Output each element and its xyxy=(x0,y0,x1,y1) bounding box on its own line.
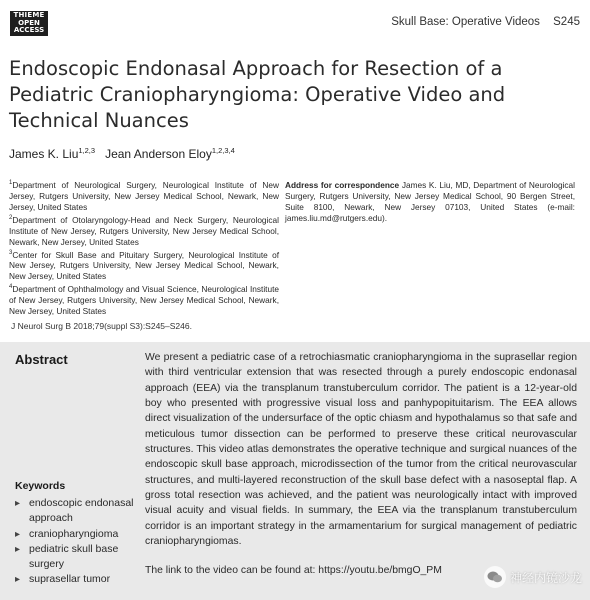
keywords-heading: Keywords xyxy=(15,480,66,492)
wechat-watermark xyxy=(484,564,582,590)
abstract-text: We present a pediatric case of a retrochiasmatic craniopharyngioma in the suprasellar region with third ventricular extension that was resected through a purely endoscopic endonasal approach (EEA) via the transplanum transtuberculum corridor. The patient is a 12-year-old boy who presented with progressive visual loss and panhypopituitarism. The EEA allows direct visualization of the undersurface of the optic chiasm and hypothalamus so that safe and meticulous tumor dissection can be performed to preserve these critical neurovascular structures. This video atlas demonstrates the operative technique and surgical nuances of the endoscopic skull base approach, microdissection of the tumor from the critical neurovascular structures, and multi-layered reconstruction of the skull base defect with a nasoseptal flap. A gross total resection was achieved, and the patient was neurologically intact with improved visual acuity and visual fields. In summary, the EEA via the transplanum transtuberculum corridor is an important strategy in the armamentarium for surgical management of pediatric craniopharyngiomas. xyxy=(145,352,577,548)
logo-line-1: THIEME xyxy=(13,11,45,19)
journal-citation: J Neurol Surg B 2018;79(suppl S3):S245–S246. xyxy=(11,321,192,331)
video-link-text[interactable]: The link to the video can be found at: https://youtu.be/bmgO_PM xyxy=(145,565,442,576)
correspondence-label: Address for correspondence xyxy=(285,180,400,190)
running-head xyxy=(391,16,580,28)
affiliation-text: Department of Ophthalmology and Visual Science, Neurological Institute of New Jersey, Rutgers University, New Jersey Medical School, Newark, New Jersey, United States xyxy=(9,284,279,317)
keyword-item: ▸ suprasellar tumor xyxy=(15,572,135,587)
author-name: Jean Anderson Eloy xyxy=(105,147,212,161)
correspondence-address xyxy=(285,180,575,224)
author-line xyxy=(9,146,235,161)
keywords-list xyxy=(15,496,135,588)
affiliation-text: Center for Skull Base and Pituitary Surgery, Neurological Institute of New Jersey, Rutgers University, New Jersey Medical School, Newark, New Jersey, United States xyxy=(9,249,279,282)
page-number: S245 xyxy=(553,16,580,28)
abstract-heading: Abstract xyxy=(15,352,68,367)
author-affiliation-marks: 1,2,3 xyxy=(78,146,96,155)
affiliation-number: 3 xyxy=(9,249,13,256)
affiliation-text: Department of Otolaryngology-Head and Neck Surgery, Neurological Institute of New Jersey, Rutgers University, New Jersey Medical School, Newark, New Jersey, United States xyxy=(9,214,279,247)
keyword-item: ▸ pediatric skull base surgery xyxy=(15,542,135,573)
logo-line-2: OPEN xyxy=(18,19,40,27)
affiliation-text: Department of Neurological Surgery, Neurological Institute of New Jersey, Rutgers University, New Jersey Medical School, Newark, New Jersey, United States xyxy=(9,179,279,212)
wechat-icon xyxy=(484,566,506,588)
author-affiliation-marks: 1,2,3,4 xyxy=(211,146,235,155)
logo-line-3: ACCESS xyxy=(13,26,45,34)
author-name: James K. Liu xyxy=(9,147,79,161)
affiliation-item xyxy=(9,213,279,248)
affiliation-item xyxy=(9,282,279,317)
affiliation-item xyxy=(9,178,279,213)
affiliation-item xyxy=(9,248,279,283)
keyword-item: ▸ endoscopic endonasal approach xyxy=(15,496,135,527)
affiliation-list xyxy=(9,178,279,317)
article-title: Endoscopic Endonasal Approach for Resection of a Pediatric Craniopharyngioma: Operative Video and Technical Nuances xyxy=(9,57,506,132)
abstract-section xyxy=(0,342,590,600)
thieme-open-access-logo xyxy=(10,11,48,36)
affiliation-number: 4 xyxy=(9,284,13,291)
keyword-item: ▸ craniopharyngioma xyxy=(15,527,135,542)
watermark-text: 神经内镜沙龙 xyxy=(509,570,582,585)
affiliation-number: 1 xyxy=(9,180,13,186)
affiliation-number: 2 xyxy=(9,214,13,221)
correspondence-text: James K. Liu, MD, Department of Neurological Surgery, Rutgers University, New Jersey Medical School, 90 Bergen Street, Suite 8100, Newark, New Jersey 07103, United States (e-mail: james.liu.md@rutgers.edu). xyxy=(285,180,576,223)
running-head-section: Skull Base: Operative Videos xyxy=(391,16,540,28)
